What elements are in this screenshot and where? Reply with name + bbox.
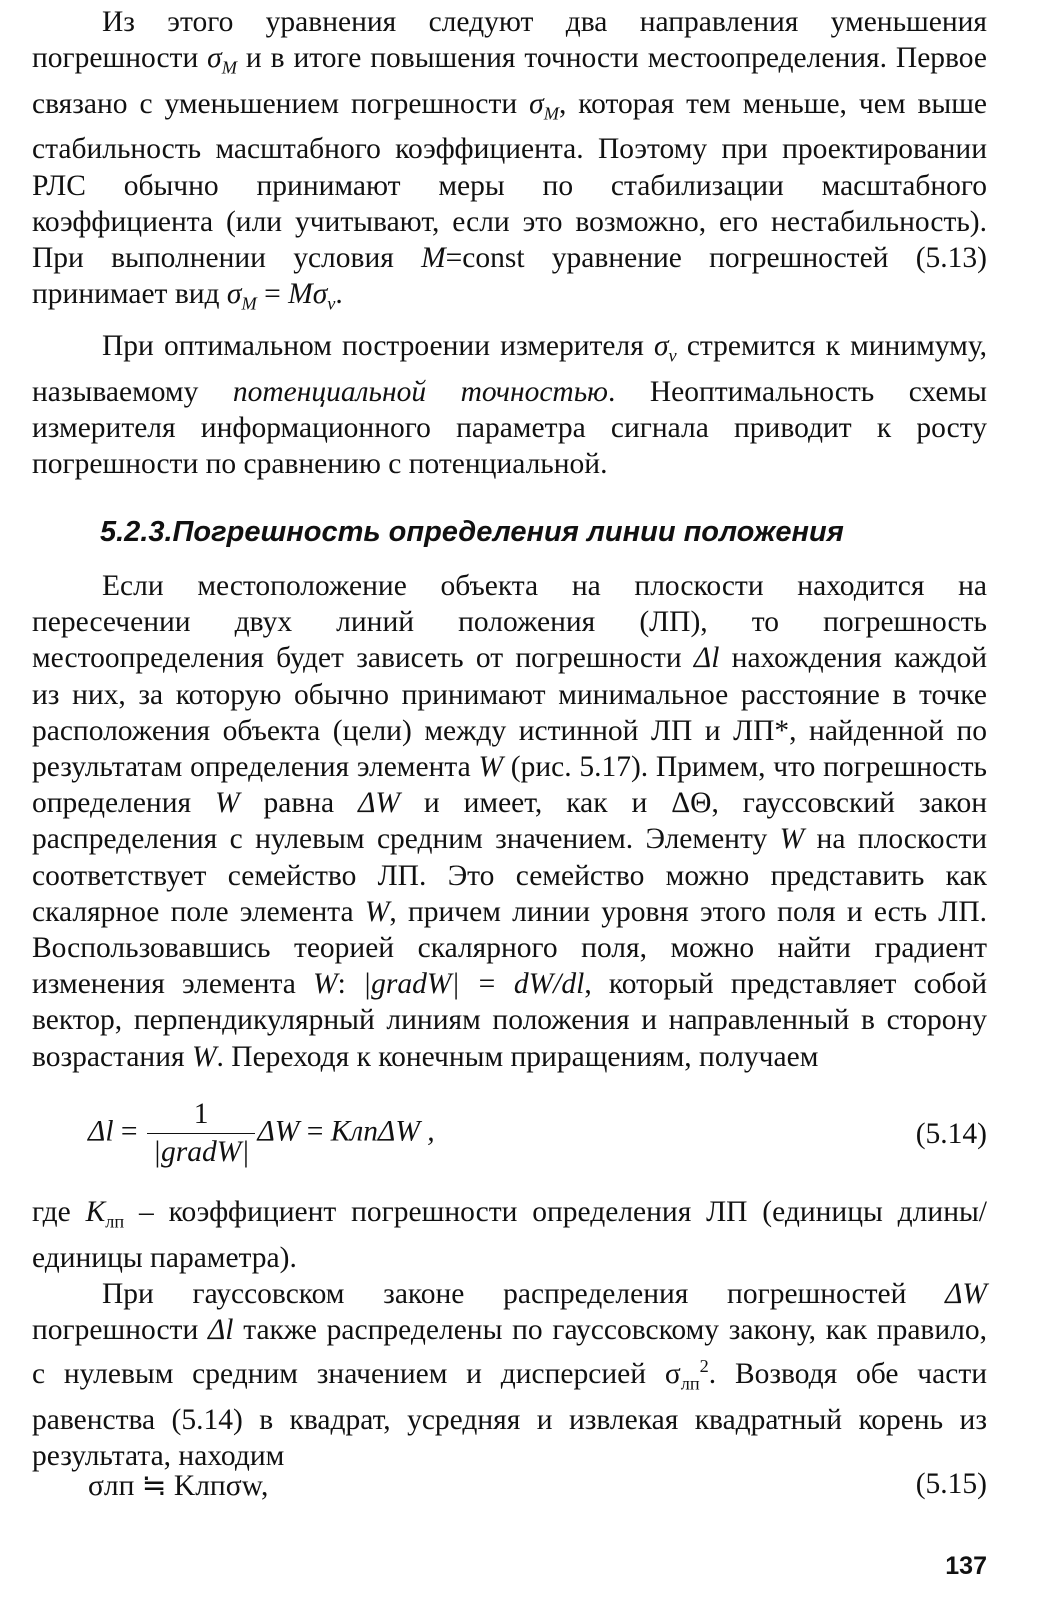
text-run: – коэффициент погрешности определения ЛП (единицы длины/единицы параметра). <box>32 1196 987 1274</box>
text-run: Если местоположение объекта на плоскости находится на пересечении двух линий положения (ЛП), то погрешность местоопределения будет зависеть от погрешности <box>32 570 987 675</box>
text-run: где <box>32 1196 86 1228</box>
text-run: , которая тем меньше, чем выше стабильность масштабного коэффициента. Поэтому при проектировании РЛС обычно принимают меры по стабилизации масштабного коэффициента (или учитывают, если это возможно, его нестабильность). При выполнении условия <box>32 87 988 274</box>
text-run: и имеет, как и <box>399 787 672 820</box>
emphasized-term: потенциальной точностью <box>232 375 608 408</box>
fraction-numerator: 1 <box>193 1098 209 1130</box>
math-w: W <box>779 823 805 856</box>
page-number: 137 <box>945 1552 987 1580</box>
math-delta-theta: ΔΘ <box>671 787 712 820</box>
text-run: . Переходя к конечным приращениям, получаем <box>216 1040 819 1073</box>
math-sigma-m: $\sigma_M$ <box>207 42 237 78</box>
text-run: также распределены по гауссовскому закону, как правило, с нулевым средним значением и дисперсией <box>32 1314 987 1391</box>
math-k-lp: $K_{лп}$ <box>85 1196 125 1232</box>
math-sigma-m-equation: $\sigma_M = M\sigma_v$ <box>226 278 336 314</box>
math-delta-l: Δl <box>207 1314 234 1347</box>
text-run: стремится к минимуму, называемому <box>32 330 987 408</box>
math-w: W <box>313 968 338 1001</box>
math-w: W <box>478 751 504 784</box>
math-gradient-expression: |gradW| = dW/dl <box>363 968 585 1001</box>
text-run: , причем линии уровня этого поля и есть ЛП. Воспользовавшись теорией скалярного поля, можно найти градиент изменения элемента <box>32 895 987 1001</box>
math-w: W <box>191 1040 217 1073</box>
text-run: , который представляет собой вектор, перпендикулярный линиям положения и направленный в сторону возрастания <box>32 968 987 1073</box>
text-run: . <box>335 278 343 311</box>
math-sigma-v: $\sigma_v$ <box>653 330 677 366</box>
formula-5-14: Δl = $\frac{1}{\text{|gradW|}}$ ΔW = KлпΔW , <box>88 1098 435 1168</box>
math-m: M <box>421 242 446 274</box>
formula-5-15: σлп ≒ Kлпσw, <box>88 1470 269 1502</box>
paragraph-2 <box>32 328 987 482</box>
text-run: : <box>337 968 364 1001</box>
text-run: =const уравнение погрешностей (5.13) принимает вид <box>32 242 987 311</box>
text-run: и в итоге повышения точности местоопределения. Первое связано с уменьшением погрешности <box>32 42 987 120</box>
paragraph-3 <box>32 568 987 1075</box>
math-delta-w: ΔW <box>945 1278 987 1310</box>
paragraph-4 <box>32 1194 987 1276</box>
text-run: равна <box>239 787 359 820</box>
text-run: Из этого уравнения следуют два направления уменьшения погрешности <box>32 6 987 75</box>
text-run: на плоскости соответствует семейство ЛП. Это семейство можно представить как скалярное поле элемента <box>32 823 987 928</box>
math-sigma-lp-squared: $\sigma_{лп}^2$ <box>664 1356 709 1394</box>
fraction-denominator: |gradW| <box>147 1133 256 1169</box>
text-run: При гауссовском законе распределения погрешностей <box>102 1278 946 1310</box>
math-sigma-m: $\sigma_M$ <box>529 87 559 124</box>
math-w: W <box>364 895 390 928</box>
formula-rhs: KлпΔW , <box>330 1115 435 1148</box>
equation-number-5-14: (5.14) <box>915 1118 987 1150</box>
formula-delta-w: ΔW <box>257 1115 300 1148</box>
formula-fraction <box>147 1098 256 1169</box>
text-run: . Возводя обе части равенства (5.14) в квадрат, усредняя и извлекая квадратный корень из результата, находим <box>32 1358 987 1473</box>
formula-lhs: Δl <box>88 1115 114 1148</box>
text-run: , гауссовский закон распределения с нулевым средним значением. Элементу <box>32 787 987 856</box>
equation-number-5-15: (5.15) <box>915 1468 987 1500</box>
math-w: W <box>214 787 240 820</box>
section-heading: 5.2.3.Погрешность определения линии положения <box>100 516 844 548</box>
text-run: При оптимальном построении измерителя <box>102 330 654 362</box>
text-run: погрешности <box>32 1314 208 1347</box>
paragraph-1 <box>32 4 987 322</box>
text-run: . Неоптимальность схемы измерителя информационного параметра сигнала приводит к росту погрешности по сравнению с потенциальной. <box>32 375 987 480</box>
text-run: нахождения каждой из них, за которую обычно принимают минимальное расстояние в точке расположения объекта (цели) между истинной ЛП и ЛП*, найденной по результатам определения элемента <box>32 642 988 784</box>
math-delta-w: ΔW <box>358 787 400 820</box>
text-run: (рис. 5.17). Примем, что погрешность определения <box>32 751 987 820</box>
math-delta-l: Δl <box>693 642 720 675</box>
paragraph-5 <box>32 1276 987 1474</box>
